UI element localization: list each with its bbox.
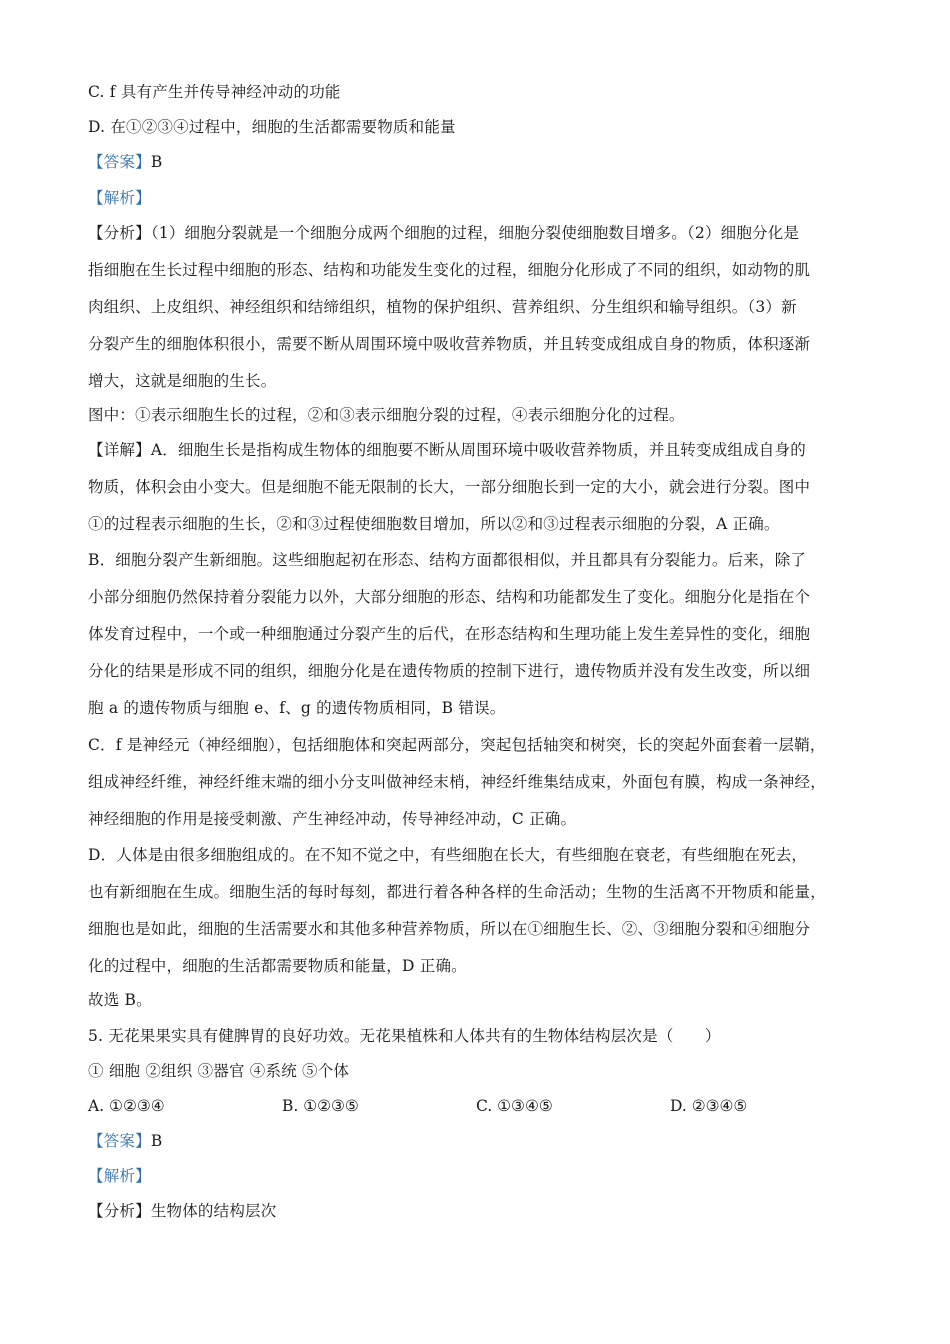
- paragraph-line: 也有新细胞在生成。细胞生活的每时每刻，都进行着各种各样的生命活动；生物的生活离不开物质和能量，: [88, 883, 826, 901]
- option-c-text: C. f 具有产生并传导神经冲动的功能: [88, 83, 341, 101]
- answer-value: B: [150, 153, 163, 171]
- fenxi-tag: 【分析】: [88, 1202, 151, 1220]
- answer-tag: 【答案】: [88, 153, 151, 171]
- fenxi-tag: 【分析】: [88, 224, 151, 242]
- paragraph-line: 细胞也是如此，细胞的生活需要水和其他多种营养物质，所以在①细胞生长、②、③细胞分裂和④细胞分: [88, 920, 811, 938]
- detail-line: [88, 440, 868, 460]
- paragraph-line: 图中：①表示细胞生长的过程，②和③表示细胞分裂的过程，④表示细胞分化的过程。: [88, 406, 685, 424]
- paragraph-line: 增大，这就是细胞的生长。: [88, 372, 277, 390]
- analysis-tag-line: [88, 188, 868, 208]
- question-5-items: ① 细胞 ②组织 ③器官 ④系统 ⑤个体: [88, 1062, 350, 1080]
- question-5-stem: 5. 无花果果实具有健脾胃的良好功效。无花果植株和人体共有的生物体结构层次是（ ）: [88, 1027, 721, 1045]
- question-5-option-c: C. ①③④⑤: [476, 1097, 553, 1115]
- question-5-option-d: D. ②③④⑤: [670, 1097, 748, 1115]
- paragraph-line: 神经细胞的作用是接受刺激、产生神经冲动，传导神经冲动，C 正确。: [88, 810, 577, 828]
- analysis-tag-line: [88, 1166, 868, 1186]
- answer-tag: 【答案】: [88, 1132, 151, 1150]
- conclusion-line: 故选 B。: [88, 991, 152, 1009]
- paragraph-line: 肉组织、上皮组织、神经组织和结缔组织，植物的保护组织、营养组织、分生组织和输导组织。（3）新: [88, 298, 797, 316]
- detail-tag: 【详解】: [88, 441, 151, 459]
- paragraph-line: 指细胞在生长过程中细胞的形态、结构和功能发生变化的过程，细胞分化形成了不同的组织，如动物的肌: [88, 261, 811, 279]
- question-5-option-a: A. ①②③④: [88, 1097, 165, 1115]
- answer-line: [88, 152, 868, 172]
- fenxi-text: （1）细胞分裂就是一个细胞分成两个细胞的过程，细胞分裂使细胞数目增多。（2）细胞分化是: [150, 224, 800, 242]
- fenxi-line: [88, 223, 868, 243]
- paragraph-line: 体发育过程中，一个或一种细胞通过分裂产生的后代，在形态结构和生理功能上发生差异性的变化，细胞: [88, 625, 811, 643]
- paragraph-line: 物质，体积会由小变大。但是细胞不能无限制的长大，一部分细胞长到一定的大小，就会进行分裂。图中: [88, 478, 811, 496]
- paragraph-line: B．细胞分裂产生新细胞。这些细胞起初在形态、结构方面都很相似，并且都具有分裂能力。后来，除了: [88, 551, 807, 569]
- answer-value: B: [150, 1132, 163, 1150]
- paragraph-line: 组成神经纤维，神经纤维末端的细小分支叫做神经末梢，神经纤维集结成束，外面包有膜，构成一条神经，: [88, 773, 826, 791]
- paragraph-line: 胞 a 的遗传物质与细胞 e、f、g 的遗传物质相同，B 错误。: [88, 699, 506, 717]
- paragraph-line: 小部分细胞仍然保持着分裂能力以外，大部分细胞的形态、结构和功能都发生了变化。细胞分化是指在个: [88, 588, 811, 606]
- fenxi-text: 生物体的结构层次: [150, 1202, 277, 1220]
- paragraph-line: 化的过程中，细胞的生活都需要物质和能量，D 正确。: [88, 957, 467, 975]
- analysis-tag: 【解析】: [88, 1167, 151, 1185]
- question-5-option-b: B. ①②③⑤: [282, 1097, 359, 1115]
- detail-text: A．细胞生长是指构成生物体的细胞要不断从周围环境中吸收营养物质，并且转变成组成自身的: [150, 441, 806, 459]
- paragraph-line: D．人体是由很多细胞组成的。在不知不觉之中，有些细胞在长大，有些细胞在衰老，有些细胞在死去，: [88, 846, 808, 864]
- analysis-tag: 【解析】: [88, 189, 151, 207]
- option-d-text: D. 在①②③④过程中，细胞的生活都需要物质和能量: [88, 118, 456, 136]
- fenxi-line: [88, 1201, 868, 1221]
- paragraph-line: ①的过程表示细胞的生长，②和③过程使细胞数目增加，所以②和③过程表示细胞的分裂，A 正确。: [88, 515, 780, 533]
- answer-line: [88, 1131, 868, 1151]
- paragraph-line: C．f 是神经元（神经细胞），包括细胞体和突起两部分，突起包括轴突和树突，长的突起外面套着一层鞘，: [88, 736, 826, 754]
- paragraph-line: 分裂产生的细胞体积很小，需要不断从周围环境中吸收营养物质，并且转变成组成自身的物质，体积逐渐: [88, 335, 811, 353]
- paragraph-line: 分化的结果是形成不同的组织，细胞分化是在遗传物质的控制下进行，遗传物质并没有发生改变，所以细: [88, 662, 811, 680]
